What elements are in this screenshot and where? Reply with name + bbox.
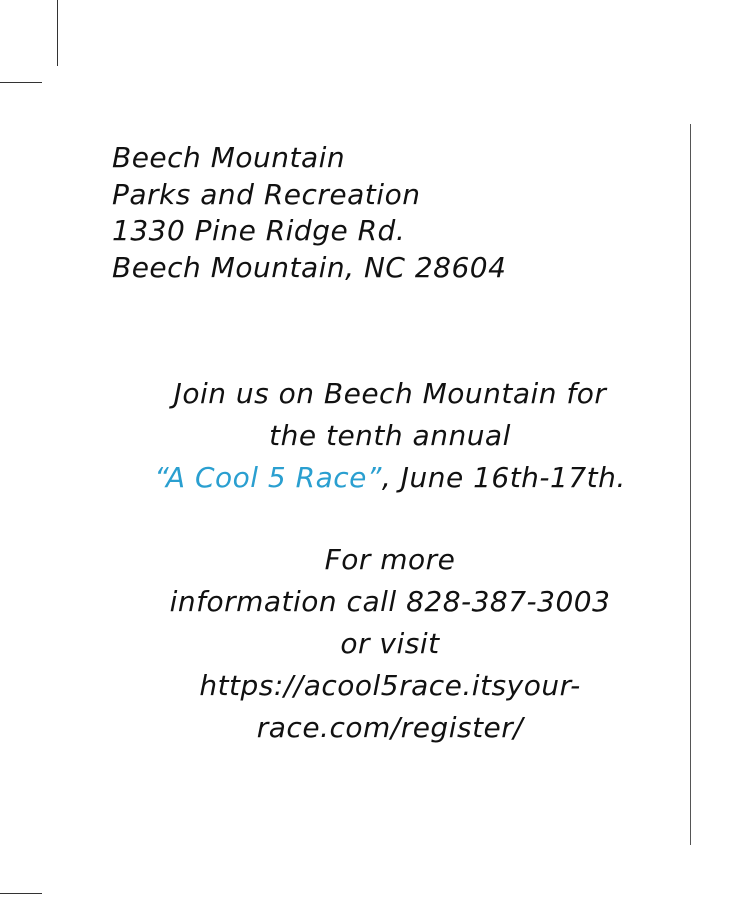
crop-mark-top-vertical [57, 0, 58, 66]
return-address [112, 140, 506, 286]
info-line-3: or visit [340, 627, 440, 660]
info-line-phone: information call 828-387-3003 [169, 585, 611, 618]
address-line-city: Beech Mountain, NC 28604 [112, 250, 507, 284]
registration-url-line-1: https://acool5race.itsyour- [199, 669, 581, 702]
crop-mark-bottom-horizontal [0, 893, 42, 894]
fold-line [690, 124, 691, 845]
registration-url-line-2: race.com/register/ [256, 711, 524, 744]
invitation-text [130, 373, 650, 499]
invite-line-2: the tenth annual [269, 419, 511, 452]
race-name: “A Cool 5 Race” [154, 461, 382, 494]
address-line-street: 1330 Pine Ridge Rd. [112, 214, 406, 247]
invite-line-1: Join us on Beech Mountain for [173, 377, 607, 410]
address-line-dept: Parks and Recreation [112, 177, 421, 211]
address-line-org: Beech Mountain [112, 141, 346, 174]
info-line-1: For more [324, 543, 456, 576]
race-dates: , June 16th-17th. [381, 461, 626, 494]
invite-line-3 [130, 457, 650, 499]
crop-mark-top-horizontal [0, 82, 42, 83]
info-text [130, 539, 650, 749]
